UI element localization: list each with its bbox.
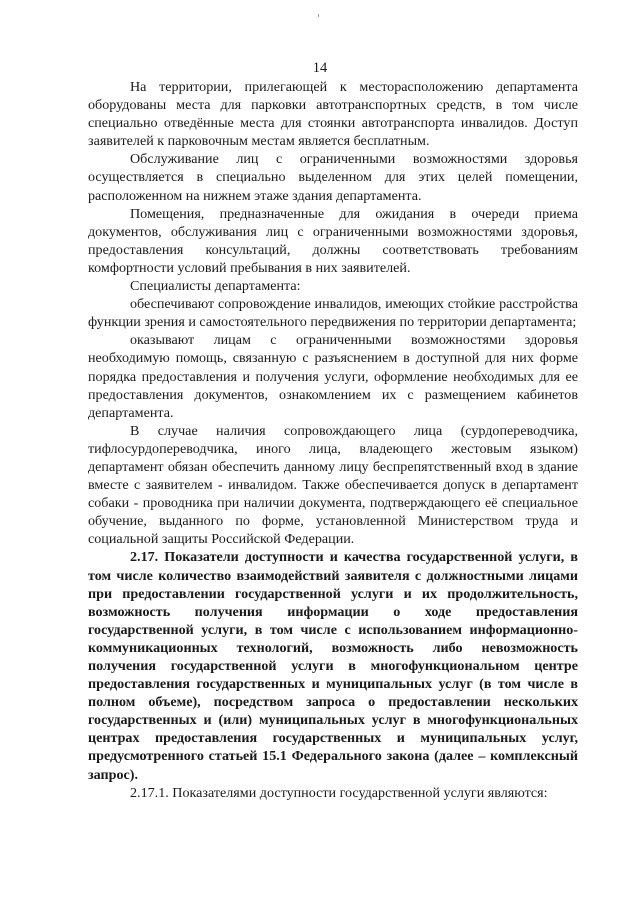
- paragraph-service-room: Обслуживание лиц с ограниченными возможностями здоровья осуществляется в специально выделенном для этих целей помещении, расположенном на нижнем этаже здания департамента.: [88, 151, 578, 204]
- paragraph-waiting-rooms: Помещения, предназначенные для ожидания в очереди приема документов, обслуживания лиц с ограниченными возможностями здоровья, предоставления консультаций, должны соответствовать требованиям комфортности условий пребывания в них заявителей.: [88, 205, 578, 276]
- paragraph-assistance: оказывают лицам с ограниченными возможностями здоровья необходимую помощь, связанную с разъяснением в доступной для них форме порядка предоставления и получения услуги, оформление необходимых для ее предоставления документов, ознакомлением их с размещением кабинетов департамента.: [88, 332, 578, 421]
- paragraph-specialists-heading: Специалисты департамента:: [130, 278, 301, 295]
- scan-mark: [318, 14, 319, 17]
- paragraph-2-17-1: 2.17.1. Показателями доступности государственной услуги являются:: [130, 784, 548, 801]
- document-body: [88, 78, 578, 802]
- paragraph-parking: На территории, прилегающей к месторасположению департамента оборудованы места для парковки автотранспортных средств, в том числе специально отведённые места для стоянки автотранспорта инвалидов. Доступ заявителей к парковочным местам является бесплатным.: [88, 79, 578, 150]
- paragraph-escort: обеспечивают сопровождение инвалидов, имеющих стойкие расстройства функции зрения и самостоятельного передвижения по территории департамента;: [88, 296, 578, 331]
- section-2-17-heading: 2.17. Показатели доступности и качества государственной услуги, в том числе количество взаимодействий заявителя с должностными лицами при предоставлении государственной услуги и их продолжительность, возможность получения информации о ходе предоставления государственной услуги, в том числе с использованием информационно-коммуникационных технологий, возможность либо невозможность получения государственной услуги в многофункциональном центре предоставления государственных и муниципальных услуг (в том числе в полном объеме), посредством запроса о предоставлении нескольких государственных и (или) муниципальных услуг в многофункциональных центрах предоставления государственных и муниципальных услуг, предусмотренного статьей 15.1 Федерального закона (далее – комплексный запрос).: [88, 549, 578, 783]
- page-number: 14: [312, 60, 328, 76]
- paragraph-accompanying-person: В случае наличия сопровождающего лица (сурдопереводчика, тифлосурдопереводчика, иного лица, владеющего жестовым языком) департамент обязан обеспечить данному лицу беспрепятственный вход в здание вместе с заявителем - инвалидом. Также обеспечивается допуск в департамент собаки - проводника при наличии документа, подтверждающего её специальное обучение, выданного по форме, установленной Министерством труда и социальной защиты Российской Федерации.: [88, 422, 578, 548]
